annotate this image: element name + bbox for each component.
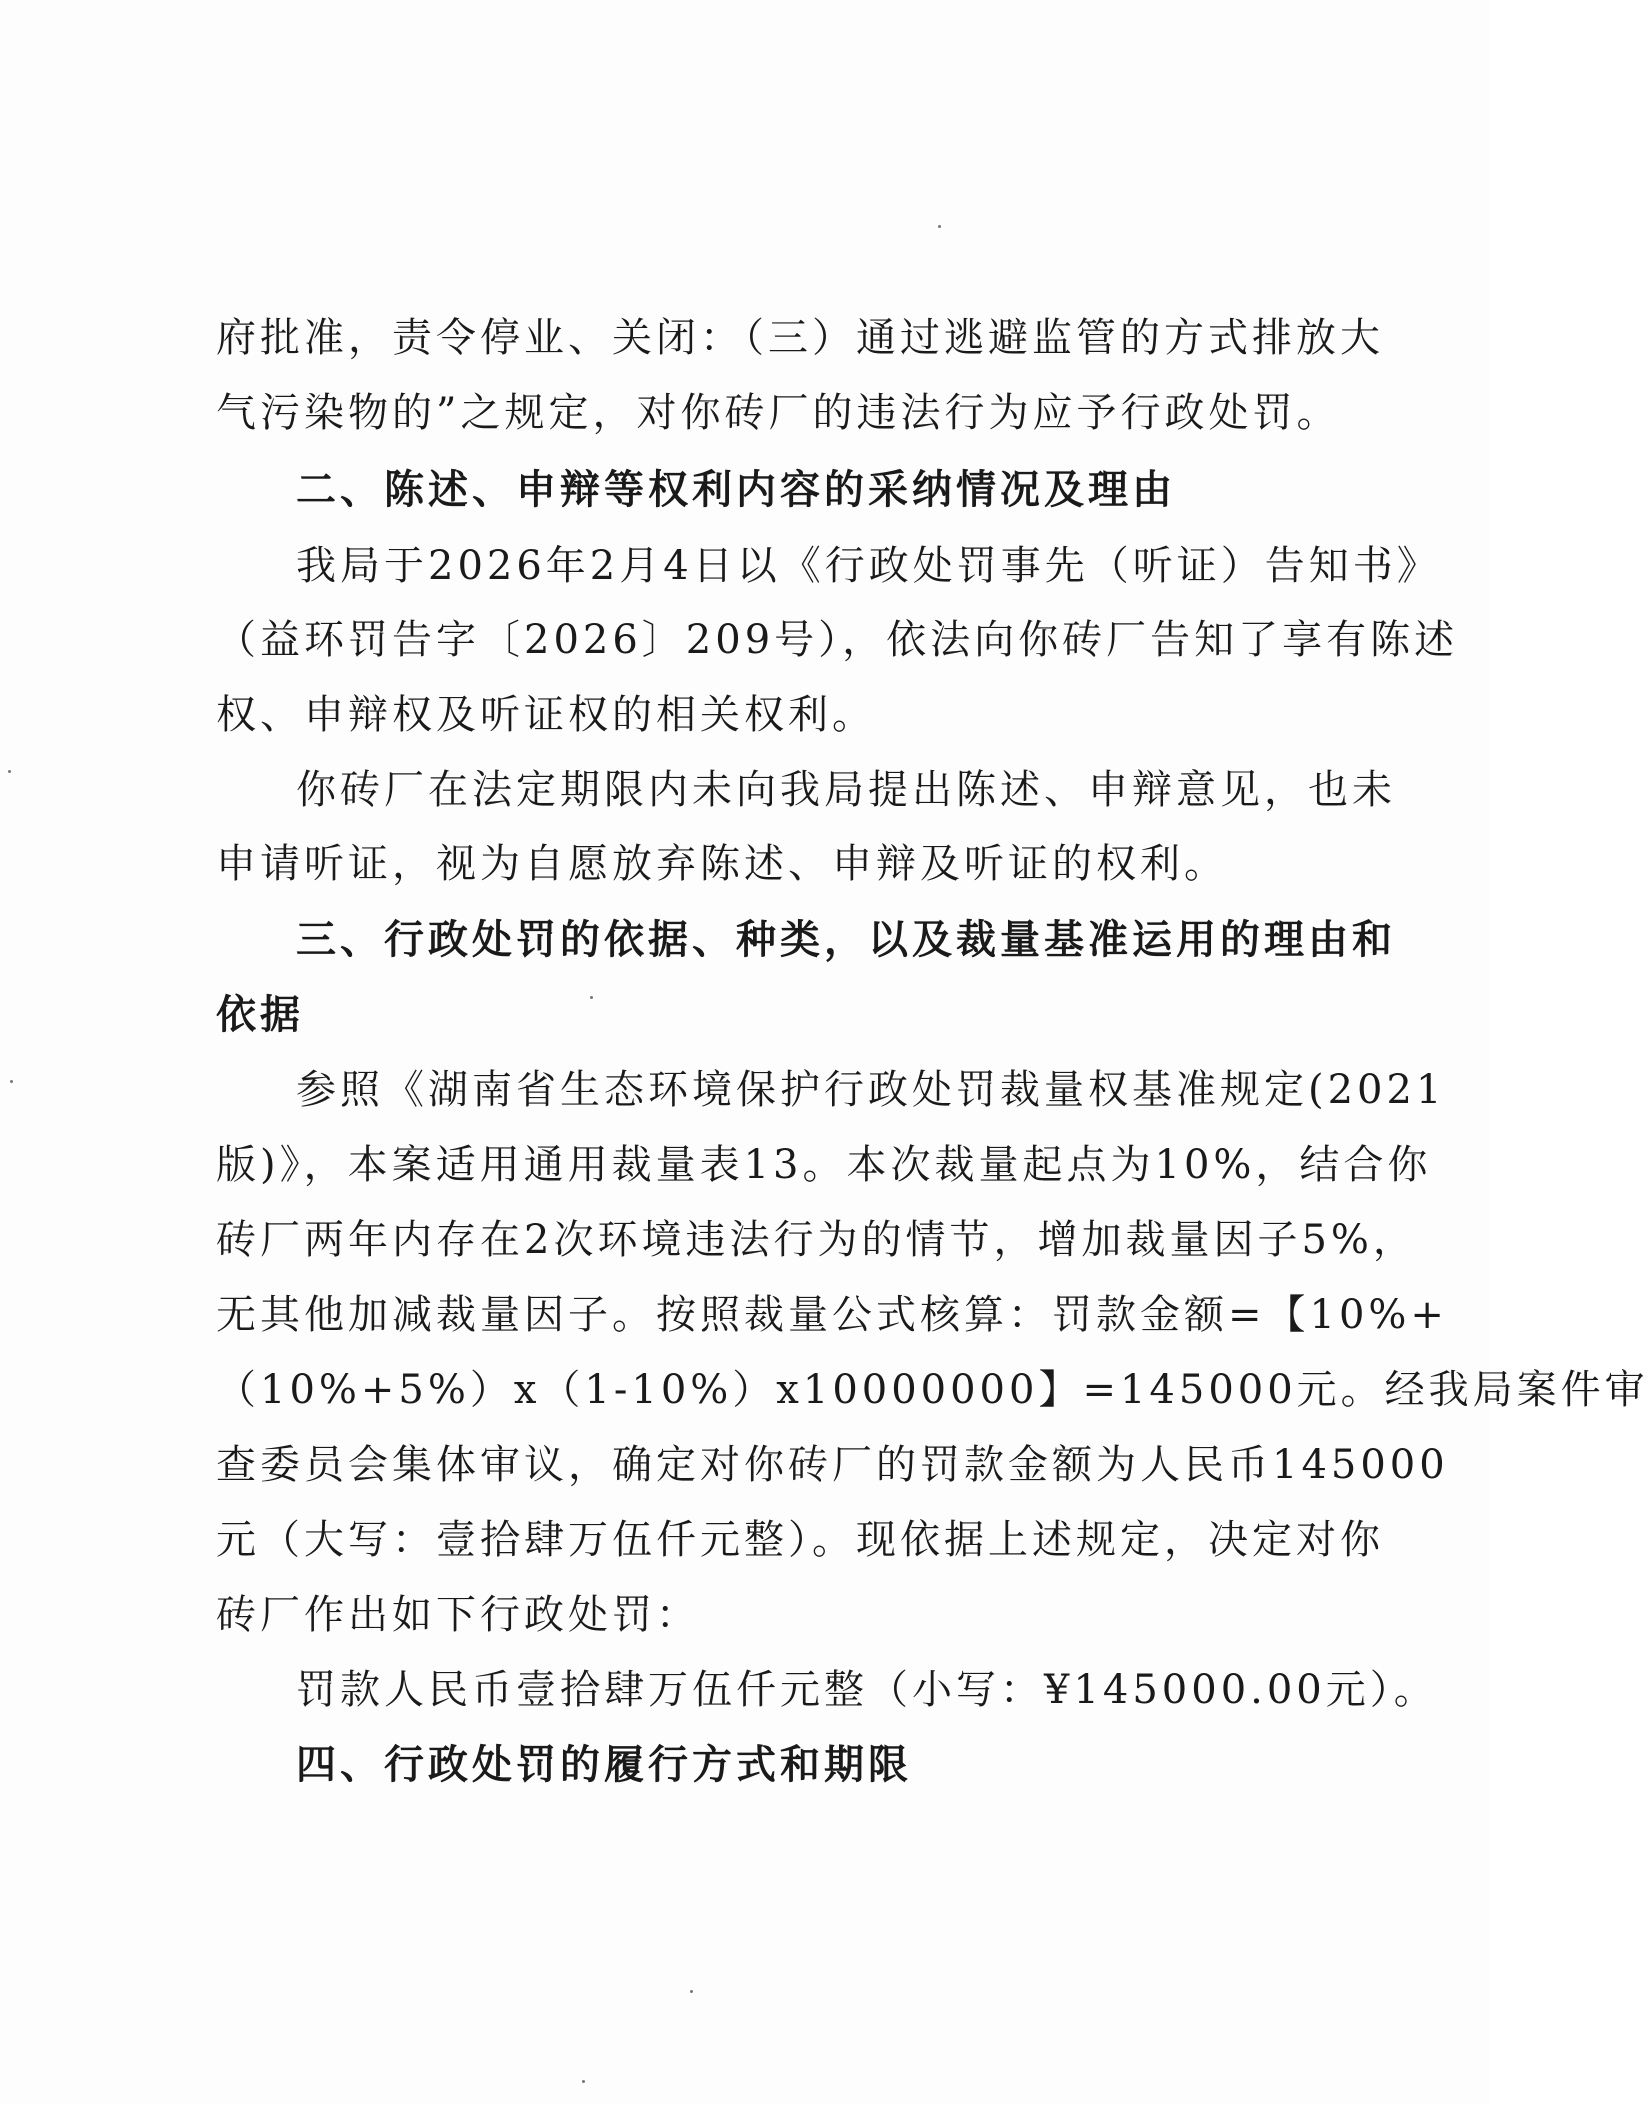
body-text-line: 元（大写：壹拾肆万伍仟元整）。现依据上述规定，决定对你 [216, 1517, 1384, 1563]
penalty-amount-line: 罚款人民币壹拾肆万伍仟元整（小写：¥145000.00元）。 [296, 1667, 1438, 1713]
body-text-line: 查委员会集体审议，确定对你砖厂的罚款金额为人民币145000 [216, 1442, 1449, 1488]
body-text-line: 砖厂两年内存在2次环境违法行为的情节，增加裁量因子5%， [216, 1217, 1417, 1263]
scan-speck [690, 1990, 693, 1993]
body-text-line: 你砖厂在法定期限内未向我局提出陈述、申辩意见，也未 [296, 767, 1396, 813]
scan-speck [10, 1080, 13, 1083]
body-text-line: 版)》，本案适用通用裁量表13。本次裁量起点为10%，结合你 [216, 1142, 1432, 1188]
body-text-line: 砖厂作出如下行政处罚： [216, 1592, 700, 1638]
body-text-line: 申请听证，视为自愿放弃陈述、申辩及听证的权利。 [216, 841, 1228, 887]
body-text-line: （益环罚告字〔2026〕209号），依法向你砖厂告知了享有陈述 [216, 617, 1459, 663]
scan-speck [938, 225, 941, 228]
scan-speck [582, 2080, 585, 2083]
scan-speck [590, 996, 593, 999]
body-text-line: 气污染物的”之规定，对你砖厂的违法行为应予行政处罚。 [216, 390, 1341, 436]
section-heading-2: 二、陈述、申辩等权利内容的采纳情况及理由 [296, 467, 1176, 513]
body-text-line: 我局于2026年2月4日以《行政处罚事先（听证）告知书》 [296, 543, 1441, 589]
body-text-line: 无其他加减裁量因子。按照裁量公式核算：罚款金额=【10%+ [216, 1292, 1448, 1338]
section-heading-3: 三、行政处罚的依据、种类，以及裁量基准运用的理由和 [296, 917, 1396, 963]
body-text-line: 府批准，责令停业、关闭：（三）通过逃避监管的方式排放大 [216, 315, 1384, 361]
section-heading-4: 四、行政处罚的履行方式和期限 [296, 1742, 912, 1788]
section-heading-3-cont: 依据 [216, 992, 304, 1038]
body-text-line: 参照《湖南省生态环境保护行政处罚裁量权基准规定(2021 [296, 1067, 1446, 1113]
scan-speck [8, 770, 11, 773]
body-text-line: 权、申辩权及听证权的相关权利。 [216, 692, 876, 738]
body-text-line: （10%+5%）x（1-10%）x10000000】=145000元。经我局案件审 [216, 1367, 1649, 1413]
